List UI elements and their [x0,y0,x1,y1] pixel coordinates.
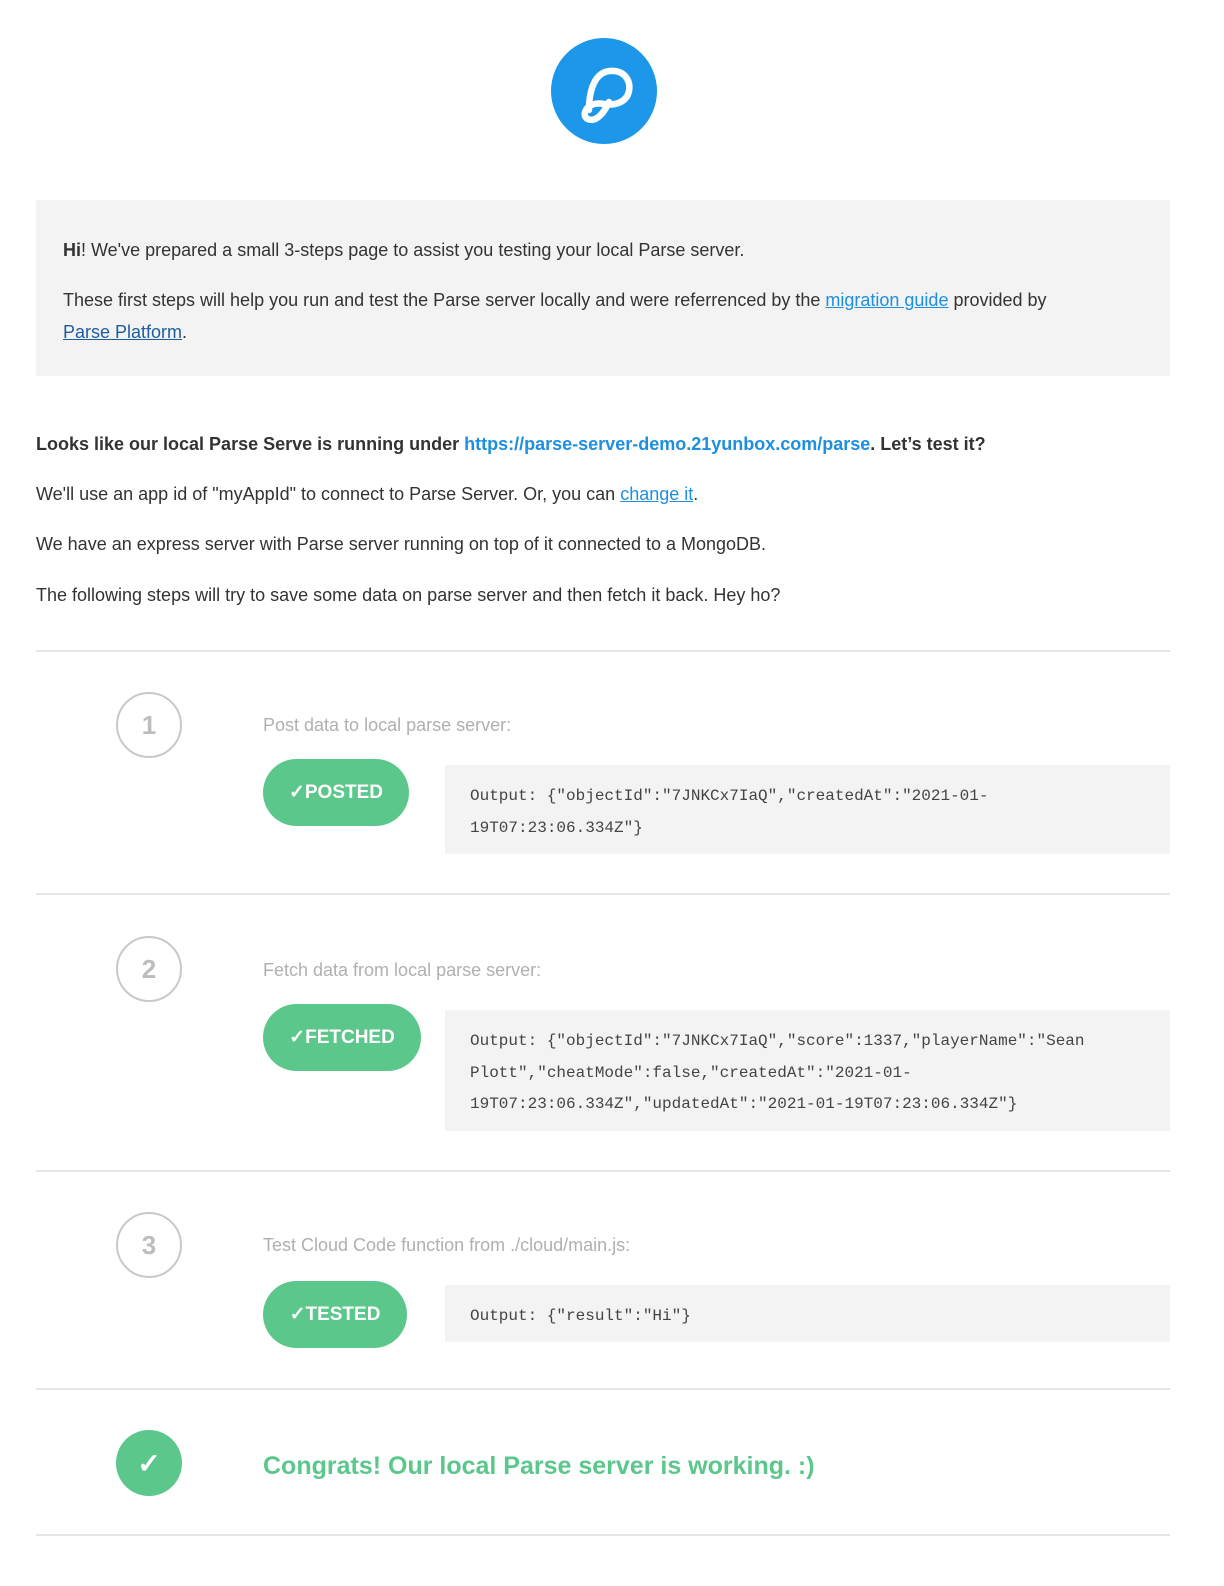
change-app-id-link[interactable]: change it [620,484,694,504]
app-id-sentence: We'll use an app id of "myAppId" to connect to Parse Server. Or, you can [36,484,621,504]
divider [36,650,1170,652]
migration-guide-link[interactable]: migration guide [825,290,949,310]
intro-text: These first steps will help you run and test the Parse server locally and were referrenced by the [63,290,826,310]
check-icon: ✓ [116,1430,182,1496]
output-line: Output: {"objectId":"7JNKCx7IaQ","createdAt":"2021-01- [470,787,989,805]
step-number-badge: 3 [116,1212,182,1278]
success-message: Congrats! Our local Parse server is working. :) [263,1452,815,1480]
output-line: Plott","cheatMode":false,"createdAt":"2021-01- [470,1063,912,1082]
step-output [445,765,1170,854]
intro-panel [36,200,1170,376]
step-number-badge: 1 [116,692,182,758]
server-url-link[interactable]: https://parse-server-demo.21yunbox.com/parse [464,434,871,454]
output-line: Output: {"objectId":"7JNKCx7IaQ","score":1337,"playerName":"Sean [470,1032,1085,1050]
step-title: Fetch data from local parse server: [263,960,542,980]
intro-text-mid: provided by [948,290,1047,310]
step-title: Post data to local parse server: [263,715,512,735]
output-line: Output: {"result":"Hi"} [470,1307,691,1325]
app-id-end: . [693,484,699,504]
divider [36,1170,1170,1172]
lead-text: Looks like our local Parse Serve is running under [36,434,465,454]
fetched-status-button[interactable]: ✓FETCHED [263,1004,421,1071]
steps-description-text: The following steps will try to save some data on parse server and then fetch it back. Hey ho? [36,585,781,605]
app-id-text [36,482,698,506]
express-server-text: We have an express server with Parse server running on top of it connected to a MongoDB. [36,534,767,554]
divider [36,1534,1170,1536]
lead-question: . Let’s test it? [870,434,986,454]
server-status-heading [36,432,986,456]
output-line: 19T07:23:06.334Z","updatedAt":"2021-01-19T07:23:06.334Z"} [470,1095,1018,1113]
step-title: Test Cloud Code function from ./cloud/main.js: [263,1235,631,1255]
intro-text-end: . [182,322,188,342]
intro-greeting [63,234,1143,266]
step-output [445,1285,1170,1342]
divider [36,1388,1170,1390]
output-line: 19T07:23:06.334Z"} [470,818,643,837]
step-number-badge: 2 [116,936,182,1002]
posted-status-button[interactable]: ✓POSTED [263,759,409,826]
parse-logo-icon [551,38,657,144]
parse-platform-link[interactable]: Parse Platform [63,322,183,342]
intro-description [63,284,1143,348]
divider [36,893,1170,895]
tested-status-button[interactable]: ✓TESTED [263,1281,407,1348]
step-output [445,1010,1170,1131]
greeting-text: ! We've prepared a small 3-steps page to assist you testing your local Parse server. [81,240,745,260]
greeting-bold: Hi [63,240,81,260]
